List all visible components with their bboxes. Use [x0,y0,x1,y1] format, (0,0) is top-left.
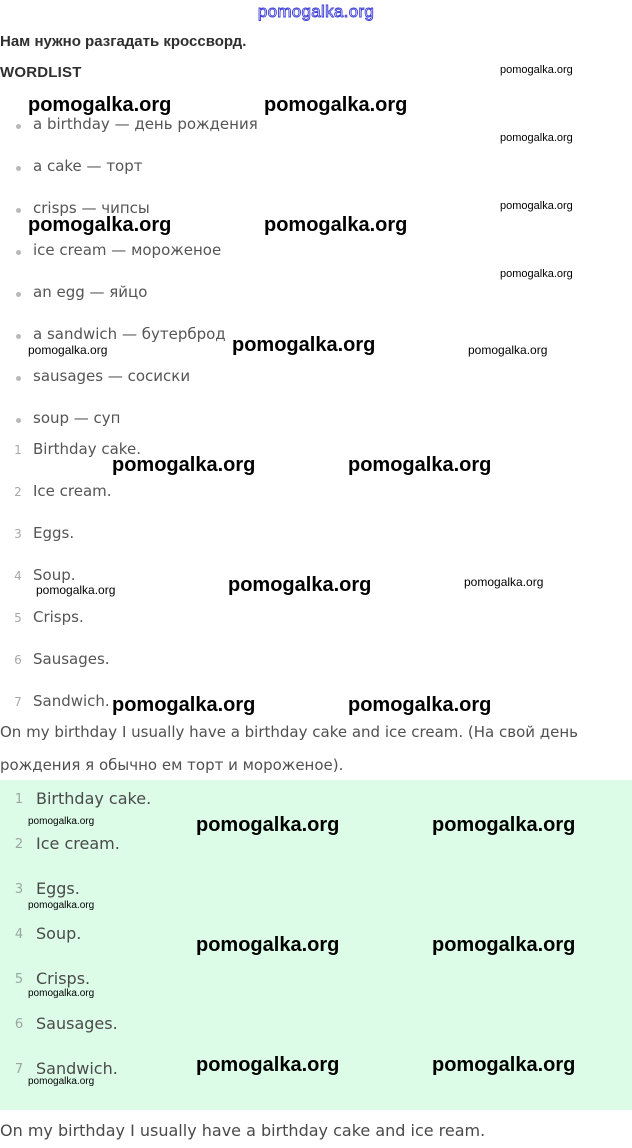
answer-text: Sausages. [33,650,110,668]
answer-number: 6 [14,653,22,667]
answer-sentence-line-2: рождения я обычно ем торт и мороженое). [0,756,344,774]
watermark: pomogalka.org [348,694,492,716]
watermark: pomogalka.org [28,94,172,116]
answer-text: Eggs. [33,524,75,542]
watermark: pomogalka.org [500,132,573,144]
answer-number: 4 [14,569,22,583]
watermark: pomogalka.org [28,988,95,999]
answer-text: Ice cream. [33,482,112,500]
answer-number: 3 [14,527,22,541]
watermark: pomogalka.org [196,1054,340,1076]
answer-number: 4 [14,927,24,942]
bullet-icon [16,334,21,339]
answer-text: Sandwich. [36,1059,118,1078]
answer-text: Sausages. [36,1014,118,1033]
answer-number: 3 [14,882,24,897]
wordlist-item: crisps — чипсы [33,199,150,217]
watermark: pomogalka.org [28,343,108,357]
wordlist-item: ice cream — мороженое [33,241,222,259]
bullet-icon [16,418,21,423]
watermark: pomogalka.org [468,343,548,357]
wordlist-heading: WORDLIST [0,64,82,81]
answer-text: Crisps. [33,608,84,626]
watermark: pomogalka.org [28,1076,95,1087]
watermark: pomogalka.org [28,816,95,827]
bullet-icon [16,208,21,213]
watermark: pomogalka.org [432,934,576,956]
answer-text: Soup. [36,924,82,943]
watermark: pomogalka.org [264,94,408,116]
wordlist-item: an egg — яйцо [33,283,148,301]
answer-text: Ice cream. [36,834,120,853]
answer-number: 1 [14,792,24,807]
answer-text: Sandwich. [33,692,110,710]
watermark: pomogalka.org [464,575,544,589]
watermark: pomogalka.org [196,814,340,836]
bullet-icon [16,376,21,381]
answer-text: Eggs. [36,879,80,898]
task-text: Нам нужно разгадать кроссворд. [0,33,247,50]
bullet-icon [16,250,21,255]
watermark: pomogalka.org [432,814,576,836]
watermark: pomogalka.org [112,454,256,476]
final-sentence: On my birthday I usually have a birthday cake and ice ream. [0,1121,486,1140]
bullet-icon [16,124,21,129]
answer-sentence-line-1: On my birthday I usually have a birthday cake and ice cream. (На свой день [0,723,579,741]
watermark: pomogalka.org [196,934,340,956]
wordlist-item: sausages — сосиски [33,367,191,385]
watermark: pomogalka.org [500,64,573,76]
wordlist-item: a cake — торт [33,157,143,175]
answer-number: 1 [14,443,22,457]
answer-number: 7 [14,1062,24,1077]
answer-number: 7 [14,695,22,709]
answer-number: 6 [14,1017,24,1032]
watermark: pomogalka.org [500,268,573,280]
watermark: pomogalka.org [28,900,95,911]
watermark: pomogalka.org [36,583,116,597]
answer-number: 2 [14,485,22,499]
watermark: pomogalka.org [500,200,573,212]
wordlist-item: a sandwich — бутерброд [33,325,226,343]
watermark: pomogalka.org [228,574,372,596]
answer-text: Crisps. [36,969,91,988]
answer-text: Soup. [33,566,76,584]
bullet-icon [16,166,21,171]
answer-number: 5 [14,611,22,625]
wordlist-item: soup — суп [33,409,121,427]
site-header-link[interactable]: pomogalka.org [257,2,375,21]
watermark: pomogalka.org [348,454,492,476]
watermark: pomogalka.org [28,214,172,236]
bullet-icon [16,292,21,297]
answer-number: 5 [14,972,24,987]
watermark: pomogalka.org [264,214,408,236]
watermark: pomogalka.org [232,334,376,356]
answer-number: 2 [14,837,24,852]
watermark: pomogalka.org [432,1054,576,1076]
wordlist-item: a birthday — день рождения [33,115,258,133]
answer-text: Birthday cake. [36,789,152,808]
watermark: pomogalka.org [112,694,256,716]
answer-text: Birthday cake. [33,440,141,458]
